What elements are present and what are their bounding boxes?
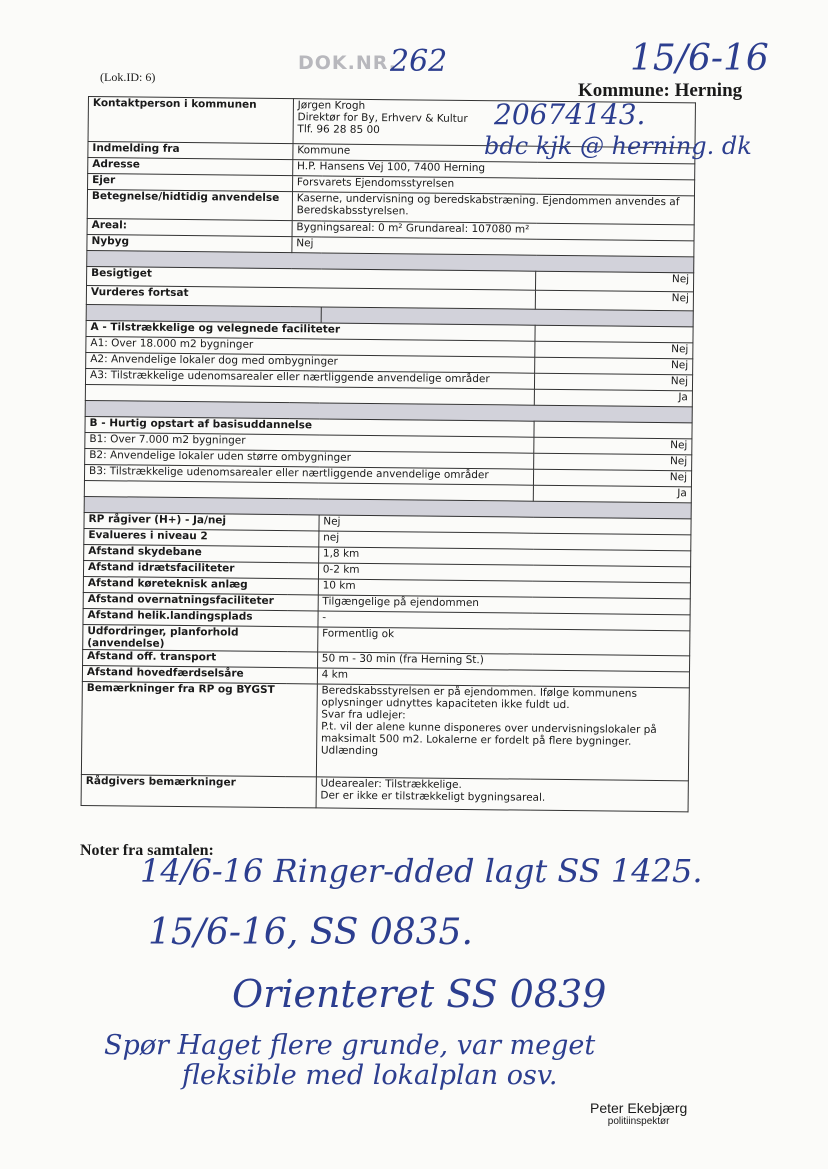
empty-cell: [534, 421, 692, 439]
remarks-advisor-value: [316, 777, 689, 812]
detail-value: Tilgængelige på ejendommen: [318, 595, 690, 615]
empty-cell: [535, 325, 693, 343]
detail-label: Evalueres i niveau 2: [84, 528, 319, 546]
criterion-label: B2: Anvendelige lokaler uden større ombygninger: [85, 448, 534, 469]
criterion-label: A1: Over 18.000 m2 bygninger: [86, 336, 535, 357]
note-line: 14/6-16 Ringer-dded lagt SS 1425.: [140, 852, 703, 890]
detail-value: 1,8 km: [318, 547, 690, 567]
info-value: Kommune: [293, 144, 695, 164]
criterion-value: Nej: [535, 357, 693, 375]
remarks-rp-label: Bemærkninger fra RP og BYGST: [81, 681, 317, 776]
detail-label: Afstand hovedfærdselsåre: [82, 665, 317, 683]
detail-label: Afstand off. transport: [83, 649, 318, 667]
notes-title: Noter fra samtalen:: [80, 842, 214, 859]
criterion-label: B3: Tilstrækkelige udenomsarealer eller nærtliggende anvendelige områder: [84, 464, 533, 485]
contact-label: Kontaktperson i kommunen: [88, 97, 293, 144]
remarks-advisor-text: Udearealer: Tilstrækkelige. Der er ikke er tilstrækkeligt bygningsareal.: [320, 777, 546, 804]
info-label: Areal:: [87, 218, 292, 236]
criterion-label: B1: Over 7.000 m2 bygninger: [85, 432, 534, 453]
handwritten-phone: 20674143.: [494, 98, 646, 131]
info-label: Betegnelse/hidtidig anvendelse: [87, 190, 292, 221]
detail-label: Afstand skydebane: [84, 544, 319, 562]
remarks-rp-row: [81, 681, 689, 780]
note-line: fleksible med lokalplan osv.: [182, 1060, 558, 1091]
info-label: Indmelding fra: [88, 142, 293, 160]
dok-nr-handwritten: 262: [390, 44, 448, 79]
signature-block: [590, 1100, 687, 1127]
signature-name: Peter Ekebjærg: [590, 1100, 688, 1116]
info-value: H.P. Hansens Vej 100, 7400 Herning: [292, 160, 694, 180]
criterion-value: Ja: [534, 485, 692, 503]
remarks-rp-text: Beredskabsstyrelsen er på ejendommen. Ifølge kommunens oplysninger udnyttes kapaciteten ikke fuldt ud. Svar fra udlejer: P.t. vil der alene kunne disponeres over undervisningslokaler på maksimalt 500 m2. Lokalerne er fordelt på flere bygninger. Udlænding: [320, 684, 657, 758]
criterion-label: A2: Anvendelige lokaler dog med ombygninger: [86, 352, 535, 373]
info-value: Forsvarets Ejendomsstyrelsen: [292, 176, 694, 196]
criterion-value: Nej: [534, 453, 692, 471]
detail-value: 50 m - 30 min (fra Herning St.): [317, 652, 689, 672]
info-value: Kaserne, undervisning og beredskabstræning. Ejendommen anvendes af Beredskabsstyrelsen.: [292, 192, 694, 225]
detail-value: Nej: [319, 515, 691, 535]
note-line: Spør Haget flere grunde, var meget: [104, 1030, 596, 1061]
registration-form: [81, 96, 696, 812]
detail-label: Afstand overnatningsfaciliteter: [83, 592, 318, 610]
inspection-value: Nej: [536, 290, 694, 311]
kommune-title: Kommune: Herning: [578, 80, 743, 101]
note-line: 15/6-16, SS 0835.: [148, 912, 473, 953]
inspection-label: Vurderes fortsat: [86, 285, 535, 309]
criterion-value: Nej: [535, 341, 693, 359]
lok-id: (Lok.ID: 6): [100, 70, 156, 84]
section-b-title: B - Hurtig opstart af basisuddannelse: [85, 416, 534, 437]
note-line: Orienteret SS 0839: [232, 972, 607, 1016]
detail-value: Formentlig ok: [317, 627, 690, 656]
info-value: Bygningsareal: 0 m² Grundareal: 107080 m²: [292, 221, 694, 241]
detail-label: Afstand køreteknisk anlæg: [83, 576, 318, 594]
detail-label: RP rågiver (H+) - Ja/nej: [84, 512, 319, 530]
criterion-label: A3: Tilstrækkelige udenomsarealer eller nærtliggende anvendelige områder: [85, 368, 534, 389]
inspection-value: Nej: [536, 271, 694, 292]
remarks-advisor-label: Rådgivers bemærkninger: [81, 774, 316, 807]
detail-value: 10 km: [318, 579, 690, 599]
remarks-advisor-row: [81, 774, 688, 811]
criterion-value: Nej: [534, 437, 692, 455]
info-value: Nej: [292, 237, 694, 257]
signature-title: politiinspektør: [607, 1116, 670, 1127]
detail-value: -: [318, 611, 690, 631]
info-label: Nybyg: [87, 234, 292, 252]
date-handwritten: 15/6-16: [630, 38, 769, 79]
detail-label: Afstand idrætsfaciliteter: [83, 560, 318, 578]
detail-value: 0-2 km: [318, 563, 690, 583]
section-a-title: A - Tilstrækkelige og velegnede faciliteter: [86, 320, 535, 341]
dok-nr-stamp: DOK.NR.: [298, 52, 397, 74]
criterion-value: Ja: [535, 389, 693, 407]
handwritten-email: bdc kjk @ herning. dk: [484, 132, 752, 160]
criterion-value: Nej: [534, 469, 692, 487]
contact-text: Jørgen Krogh Direktør for By, Erhverv & Kultur Tlf. 96 28 85 00: [297, 99, 468, 137]
info-label: Ejer: [88, 174, 293, 192]
detail-label: Udfordringer, planforhold (anvendelse): [83, 624, 318, 651]
inspection-label: Besigtiget: [87, 266, 536, 290]
criterion-value: Nej: [535, 373, 693, 391]
detail-value: 4 km: [317, 668, 689, 688]
detail-label: Afstand helik.landingsplads: [83, 608, 318, 626]
remarks-rp-value: [316, 684, 689, 781]
info-label: Adresse: [88, 158, 293, 176]
detail-value: nej: [319, 531, 691, 551]
